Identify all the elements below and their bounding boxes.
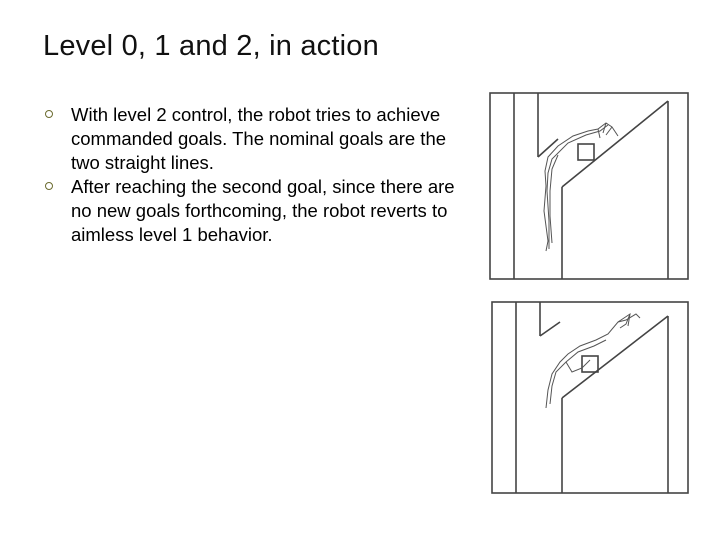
bullet-item xyxy=(45,175,465,247)
bullet-text: With level 2 control, the robot tries to achieve commanded goals. The nominal goals are the two straight lines. xyxy=(71,104,447,173)
bullet-text: After reaching the second goal, since there are no new goals forthcoming, the robot reverts to aimless level 1 behavior. xyxy=(71,176,455,245)
bullet-circle-icon xyxy=(45,182,53,190)
robot-path-figure-bottom xyxy=(490,300,690,495)
bullet-circle-icon xyxy=(45,110,53,118)
bullet-list xyxy=(45,103,465,247)
robot-path-figure-top xyxy=(488,91,690,281)
bullet-item xyxy=(45,103,465,175)
slide-title: Level 0, 1 and 2, in action xyxy=(43,30,379,62)
